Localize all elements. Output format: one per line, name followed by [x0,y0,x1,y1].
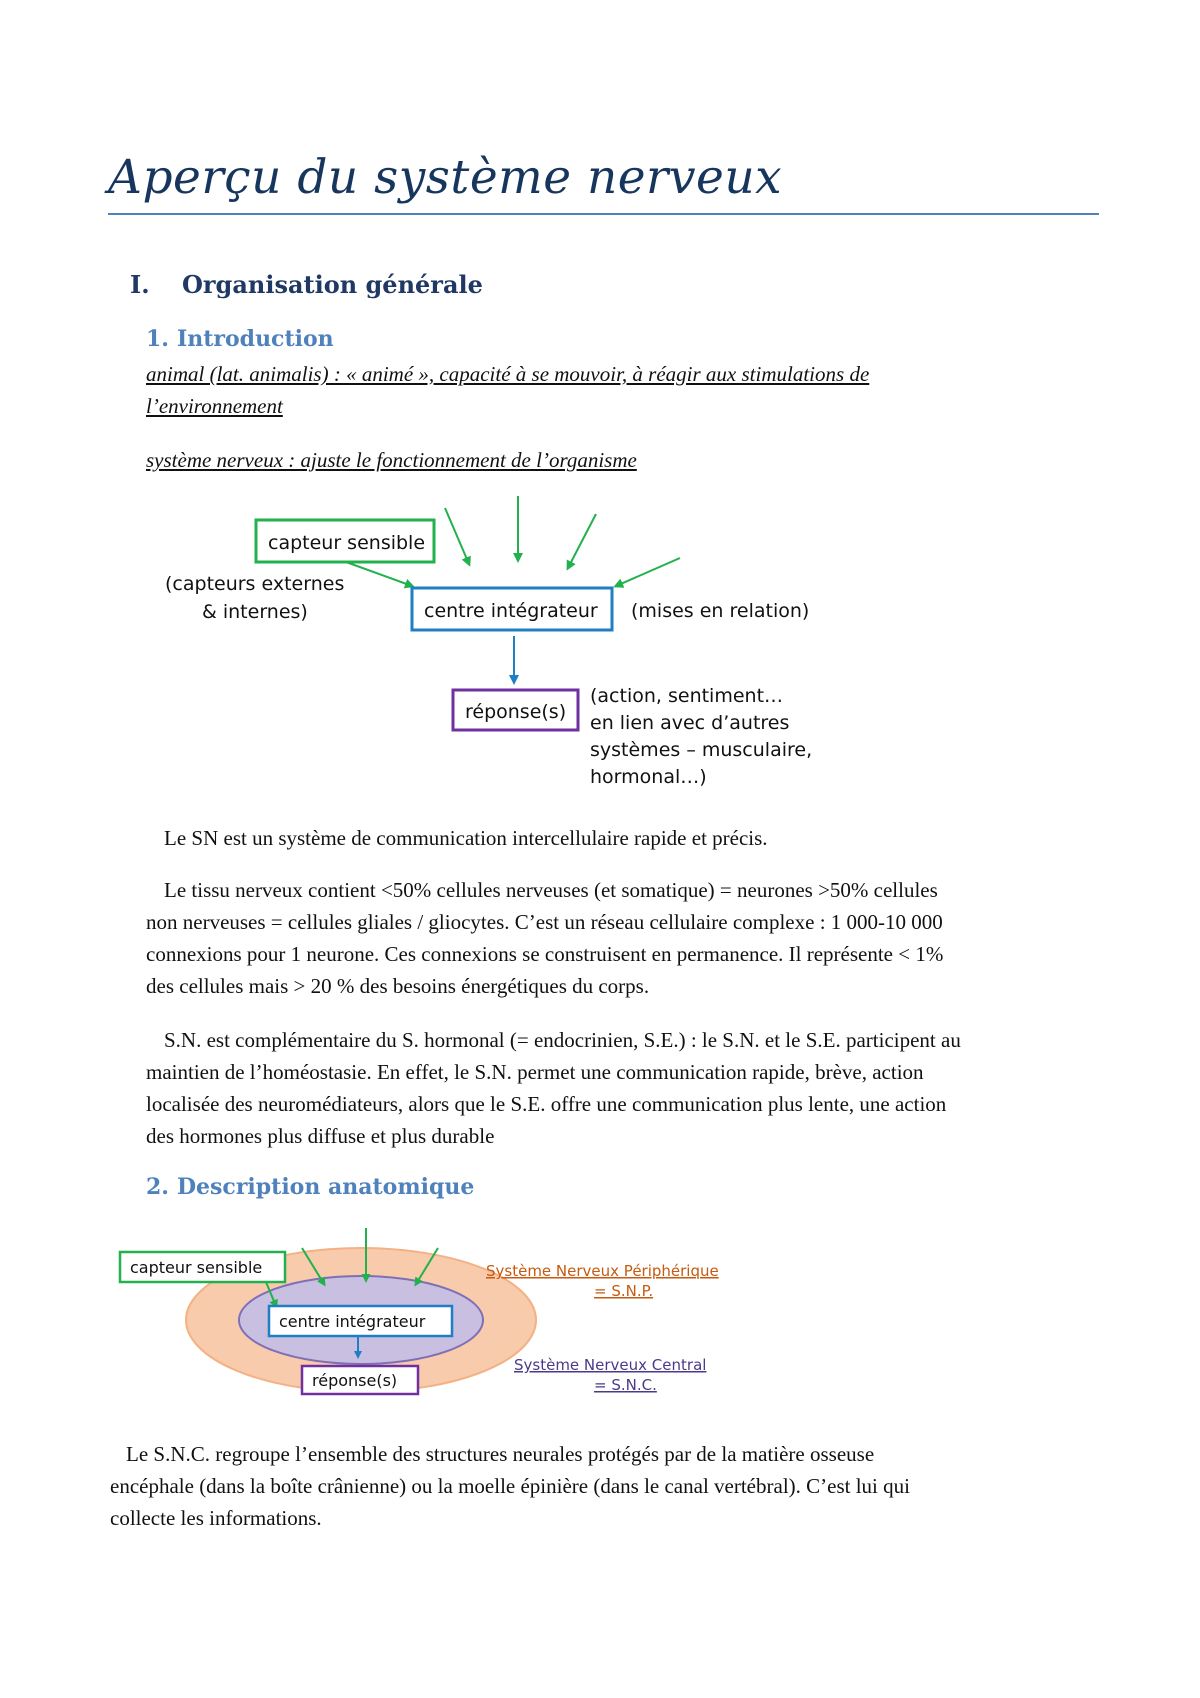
arrow-capteur-to-centre [346,562,412,586]
section-title: Organisation générale [182,270,483,299]
snc-label-2: = S.N.C. [594,1376,657,1394]
snp-label-1: Système Nerveux Périphérique [486,1262,719,1280]
section-number: I. [130,270,150,299]
capteur-label-2: capteur sensible [130,1258,263,1277]
snc-line-3: collecte les informations. [110,1506,322,1530]
paragraph-tissu-nerveux [146,874,943,1002]
p3-line-3: localisée des neuromédiateurs, alors que le S.E. offre une communication plus lente, une action [146,1092,947,1116]
paragraph-sn-se [146,1024,961,1152]
capteur-note-1: (capteurs externes [165,573,345,595]
reponse-note-4: hormonal…) [590,766,707,788]
section-heading-1 [130,270,483,299]
subsection-number: 1. [146,326,169,352]
title-underline [108,213,1099,215]
stimulus-arrow-1 [445,508,469,564]
p3-line-4: des hormones plus diffuse et plus durable [146,1124,495,1148]
anatomy-diagram [116,1210,776,1410]
centre-note: (mises en relation) [631,600,810,622]
intro-definition [146,358,1026,422]
intro-line-1: animal (lat. animalis) : « animé », capacité à se mouvoir, à réagir aux stimulations de [146,362,870,386]
subsection-heading-1 [146,326,334,352]
capteur-label: capteur sensible [268,532,426,554]
intro-sn-definition: système nerveux : ajuste le fonctionnement de l’organisme [146,448,637,472]
p3-line-2: maintien de l’homéostasie. En effet, le S.N. permet une communication rapide, brève, action [146,1060,924,1084]
reponse-note-1: (action, sentiment… [590,685,784,707]
snc-line-2: encéphale (dans la boîte crânienne) ou la moelle épinière (dans le canal vertébral). C’est lui qui [110,1474,910,1498]
page-title: Aperçu du système nerveux [108,150,783,205]
snc-label-1: Système Nerveux Central [514,1356,707,1374]
sensory-integration-diagram [150,490,850,800]
centre-label: centre intégrateur [424,600,598,622]
subsection-title: Introduction [176,326,334,352]
p2-line-4: des cellules mais > 20 % des besoins énergétiques du corps. [146,974,650,998]
intro-line-2: l’environnement [146,394,283,418]
snp-label-2: = S.N.P. [594,1282,654,1300]
paragraph-snc [110,1438,910,1534]
p3-line-1: S.N. est complémentaire du S. hormonal (= endocrinien, S.E.) : le S.N. et le S.E. participent au [164,1028,961,1052]
p2-line-1: Le tissu nerveux contient <50% cellules nerveuses (et somatique) = neurones >50% cellules [164,878,938,902]
stimulus-arrow-4 [616,558,680,586]
subsection-heading-2 [146,1174,474,1200]
capteur-note-2: & internes) [202,601,308,623]
stimulus-arrow-3 [568,514,596,568]
reponse-label-2: réponse(s) [312,1371,398,1390]
p2-line-2: non nerveuses = cellules gliales / gliocytes. C’est un réseau cellulaire complexe : 1 000-10 000 [146,910,943,934]
reponse-note-3: systèmes – musculaire, [590,739,813,761]
reponse-note-2: en lien avec d’autres [590,712,790,734]
paragraph-sn-definition: Le SN est un système de communication intercellulaire rapide et précis. [164,826,768,850]
snc-line-1: Le S.N.C. regroupe l’ensemble des structures neurales protégés par de la matière osseuse [126,1442,875,1466]
subsection-title: Description anatomique [176,1174,475,1200]
p2-line-3: connexions pour 1 neurone. Ces connexions se construisent en permanence. Il représente < 1% [146,942,944,966]
centre-label-2: centre intégrateur [279,1312,426,1331]
reponse-label: réponse(s) [465,701,567,723]
subsection-number: 2. [146,1174,169,1200]
